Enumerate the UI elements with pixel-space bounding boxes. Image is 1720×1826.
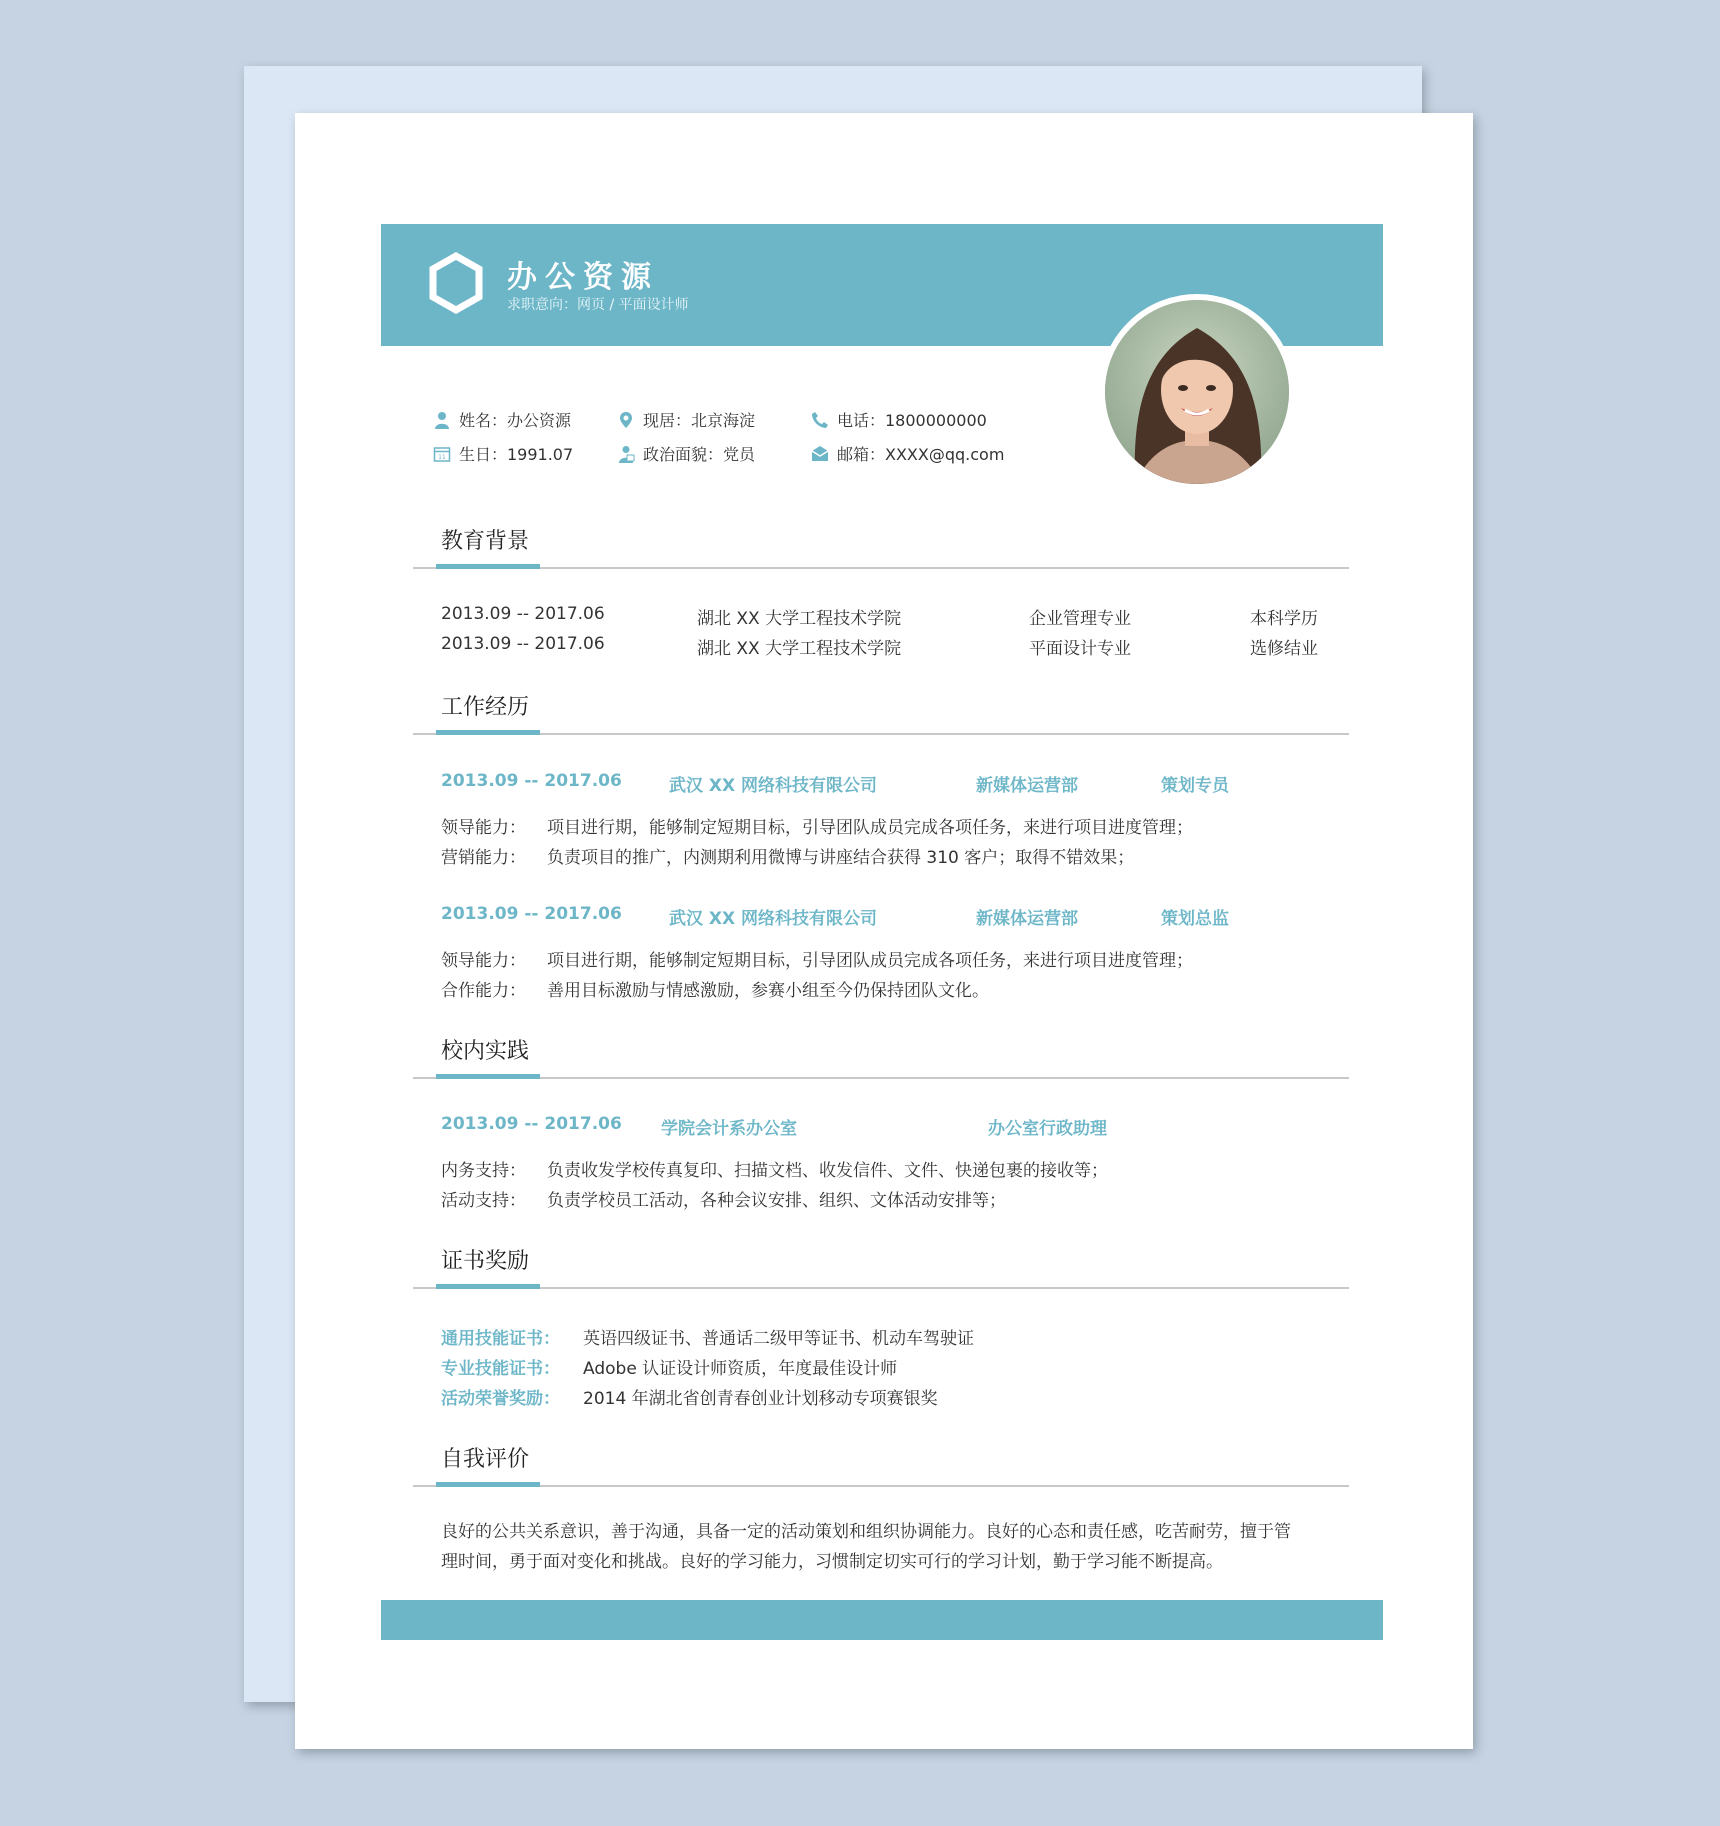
info-residence: 现居：北京海淀 <box>617 408 755 431</box>
calendar-icon <box>433 445 451 463</box>
basic-info <box>433 408 1093 478</box>
info-name: 姓名：办公资源 <box>433 408 571 431</box>
section-divider <box>413 1485 1349 1487</box>
location-icon <box>617 411 635 429</box>
info-political: 政治面貌：党员 <box>617 442 755 465</box>
section-divider <box>413 733 1349 735</box>
cert-item: 活动荣誉奖励： 2014 年湖北省创青春创业计划移动专项赛银奖 <box>441 1389 938 1409</box>
section-divider <box>413 1287 1349 1289</box>
job-detail: 营销能力： 负责项目的推广，内测期利用微博与讲座结合获得 310 客户；取得不错效果； <box>441 848 1135 868</box>
job-detail: 合作能力： 善用目标激励与情感激励，参赛小组至今仍保持团队文化。 <box>441 981 989 1001</box>
section-title-self: 自我评价 <box>441 1447 530 1472</box>
section-divider <box>413 1077 1349 1079</box>
section-title-work: 工作经历 <box>441 695 530 720</box>
cert-item: 通用技能证书： 英语四级证书、普通话二级甲等证书、机动车驾驶证 <box>441 1329 974 1349</box>
job-intent: 求职意向：网页 / 平面设计师 <box>507 297 689 313</box>
section-accent-bar <box>436 1074 540 1079</box>
profile-photo <box>1099 294 1295 490</box>
phone-icon <box>811 411 829 429</box>
section-accent-bar <box>436 730 540 735</box>
resume-page: 办公资源 求职意向：网页 / 平面设计师 姓名：办公资源 现居：北京海淀 电话：1800000000 11 生日：1991.07 政治面貌：党员 邮箱：XXXX@qq.com 教育背景 2013.09 -- 2017.06 湖北 XX 大学工程技术学院 企业管理专业 本科学历 2013.09 -- 2017.06 湖北 XX 大学工程技术学院 平面设计专业 选修结业 工作经历 2013.09 -- 2017.06 武汉 XX 网络科技有限公司 新媒体运营部 策划专员 领导能力： 项目进行期，能够制定短期目标，引导团队成员完成各项任务，来进行项目进度管理； 营销能力： 负责项目的推广，内测期利用微博与讲座结合获得 310 客户；取得不错效果； 2013.09 -- 2017.06 武汉 XX 网络科技有限公司 新媒体运营部 策划总监 领导能力： 项目进行期，能够制定短期目标，引导团队成员完成各项任务，来进行项目进度管理； 合作能力： 善用目标激励与情感激励，参赛小组至今仍保持团队文化。 校内实践 2013.09 -- 2017.06 学院会计系办公室 办公室行政助理 内务支持： 负责收发学校传真复印、扫描文档、收发信件、文件、快递包裹的接收等； 活动支持： 负责学校员工活动，各种会议安排、组织、文体活动安排等； 证书奖励 通用技能证书： 英语四级证书、普通话二级甲等证书、机动车驾驶证 专业技能证书： Adobe 认证设计师资质，年度最佳设计师 活动荣誉奖励： 2014 年湖北省创青春创业计划移动专项赛银奖 自我评价 良好的公共关系意识，善于沟通，具备一定的活动策划和组织协调能力。良好的心态和责任感，吃苦耐劳，擅于管 理时间，勇于面对变化和挑战。良好的学习能力，习惯制定切实可行的学习计划，勤于学习能不断提高。 <box>381 224 1383 1640</box>
footer-band <box>381 1600 1383 1640</box>
section-accent-bar <box>436 1482 540 1487</box>
mail-icon <box>811 445 829 463</box>
section-title-education: 教育背景 <box>441 529 530 554</box>
party-member-icon <box>617 445 635 463</box>
campus-detail: 活动支持： 负责学校员工活动，各种会议安排、组织、文体活动安排等； <box>441 1191 1006 1211</box>
person-icon <box>433 411 451 429</box>
section-accent-bar <box>436 564 540 569</box>
section-title-campus: 校内实践 <box>441 1039 530 1064</box>
campus-detail: 内务支持： 负责收发学校传真复印、扫描文档、收发信件、文件、快递包裹的接收等； <box>441 1161 1108 1181</box>
info-birthday: 11 生日：1991.07 <box>433 442 573 465</box>
section-divider <box>413 567 1349 569</box>
candidate-name: 办公资源 <box>507 260 659 295</box>
info-email: 邮箱：XXXX@qq.com <box>811 442 1004 465</box>
section-accent-bar <box>436 1284 540 1289</box>
section-title-certs: 证书奖励 <box>441 1249 530 1274</box>
job-detail: 领导能力： 项目进行期，能够制定短期目标，引导团队成员完成各项任务，来进行项目进度管理； <box>441 951 1193 971</box>
cert-item: 专业技能证书： Adobe 认证设计师资质，年度最佳设计师 <box>441 1359 898 1379</box>
svg-text:11: 11 <box>438 453 446 461</box>
job-detail: 领导能力： 项目进行期，能够制定短期目标，引导团队成员完成各项任务，来进行项目进度管理； <box>441 818 1193 838</box>
self-evaluation-text: 良好的公共关系意识，善于沟通，具备一定的活动策划和组织协调能力。良好的心态和责任感，吃苦耐劳，擅于管 理时间，勇于面对变化和挑战。良好的学习能力，习惯制定切实可行的学习计划，勤于学习能不断提高。 <box>441 1522 1291 1572</box>
hexagon-logo-icon <box>429 252 483 314</box>
info-phone: 电话：1800000000 <box>811 408 987 431</box>
